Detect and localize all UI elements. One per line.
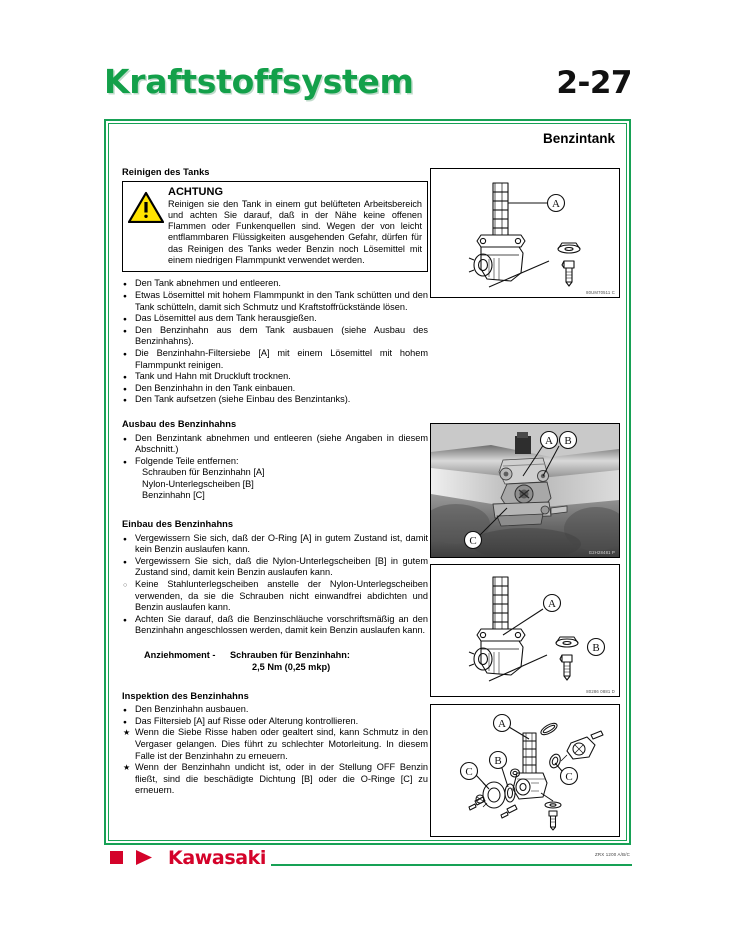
list-item — [122, 394, 428, 406]
list-item — [122, 614, 428, 637]
svg-text:A: A — [548, 598, 556, 610]
figure-fuel-tap-oring — [430, 564, 620, 697]
list-item-text: Das Filtersieb [A] auf Risse oder Alterung kontrollieren. — [135, 715, 359, 726]
page-footer — [104, 845, 632, 875]
removal-steps-list — [122, 433, 428, 468]
list-item — [122, 325, 428, 348]
list-item-text: Das Lösemittel aus dem Tank herausgießen. — [135, 313, 317, 324]
list-item — [122, 278, 428, 290]
spacer — [122, 406, 428, 419]
callout-b — [490, 752, 507, 769]
list-item — [122, 762, 428, 797]
torque-spec — [122, 650, 428, 674]
list-item-text: Wenn der Benzinhahn undicht ist, oder in der Stellung OFF Benzin fließt, sind die beschädigte Dichtung [B] oder die O-Ringe [C] zu erneuern. — [135, 762, 428, 796]
svg-text:A: A — [545, 435, 553, 447]
removal-part: Schrauben für Benzinhahn [A] — [142, 467, 265, 478]
list-item — [122, 313, 428, 325]
list-item — [122, 556, 428, 579]
list-item-text: Etwas Lösemittel mit hohem Flammpunkt in den Tank schütten und den Tank schütteln, damit sich Schmutz und Kraftstoffrückstände lösen. — [135, 289, 428, 312]
list-item-text: Den Benzinhahn aus dem Tank ausbauen (siehe Ausbau des Benzinhahns). — [135, 324, 428, 347]
model-code: ZRX 1200 A/B/C — [594, 852, 630, 857]
kawasaki-logo — [110, 847, 266, 869]
callout-a — [494, 715, 511, 732]
removal-part: Benzinhahn [C] — [142, 490, 205, 501]
removal-part: Nylon-Unterlegscheiben [B] — [142, 478, 254, 489]
list-item — [122, 579, 428, 614]
bullet-dot-icon — [123, 348, 134, 361]
list-item-text: Folgende Teile entfernen: — [135, 455, 239, 466]
callout-c2 — [561, 768, 578, 785]
spacer — [122, 674, 428, 691]
warning-title: ACHTUNG — [168, 185, 223, 198]
text-column — [122, 167, 428, 797]
bullet-dot-icon — [123, 433, 134, 446]
list-item — [122, 383, 428, 395]
figure-fuel-tap-photo — [430, 423, 620, 558]
list-item-text: Tank und Hahn mit Druckluft trocknen. — [135, 371, 291, 382]
list-item — [122, 348, 428, 371]
spacer — [122, 637, 428, 650]
list-item-text: Vergewissern Sie sich, daß die Nylon-Unterlegscheiben [B] in gutem Zustand sind, damit kein Benzin auslaufen kann. — [135, 555, 428, 578]
callout-a — [541, 432, 558, 449]
footer-divider — [271, 864, 632, 866]
heading-ausbau-des-benzinhahns: Ausbau des Benzinhahns — [122, 418, 237, 429]
list-item-text: Den Benzinhahn ausbauen. — [135, 704, 249, 715]
svg-text:A: A — [552, 198, 560, 210]
brand-name: Kawasaki — [168, 846, 266, 869]
svg-text:A: A — [498, 718, 506, 730]
svg-text:C: C — [469, 535, 477, 547]
svg-text:C: C — [465, 766, 473, 778]
heading-einbau-des-benzinhahns: Einbau des Benzinhahns — [122, 519, 234, 530]
bullet-dot-icon — [123, 533, 134, 546]
content-frame — [104, 119, 631, 845]
torque-value: 2,5 Nm (0,25 mkp) — [252, 661, 331, 672]
heading-reinigen-des-tanks: Reinigen des Tanks — [122, 167, 210, 177]
warning-triangle-icon — [128, 186, 168, 267]
section-heading: Benzintank — [542, 131, 615, 146]
bullet-circle-icon — [123, 579, 134, 592]
install-steps-list — [122, 533, 428, 637]
torque-label: Anziehmoment - — [144, 650, 216, 660]
figure-code: 80286 0881 D — [586, 689, 615, 694]
chapter-title: Kraftstoffsystem — [104, 62, 414, 101]
callout-a — [548, 195, 565, 212]
list-item-text: Wenn die Siebe Risse haben oder gealtert sind, kann Schmutz in den Vergaser gelangen. Dies führt zu schlechter Motorleitung. In diesem Falle ist der Benzinhahn zu erneuern. — [135, 727, 428, 761]
callout-b — [560, 432, 577, 449]
heading-inspektion-des-benzinhahns: Inspektion des Benzinhahns — [122, 690, 249, 701]
cleaning-steps-list — [122, 278, 428, 406]
list-item — [122, 290, 428, 313]
callout-b — [588, 639, 605, 656]
bullet-dot-icon — [123, 614, 134, 627]
list-item — [122, 433, 428, 456]
list-item — [122, 456, 428, 468]
bullet-dot-icon — [123, 290, 134, 303]
kawasaki-mark-icon — [110, 848, 166, 868]
list-item — [122, 716, 428, 728]
bullet-star-icon — [123, 727, 134, 739]
list-item-text: Den Benzinhahn in den Tank einbauen. — [135, 382, 296, 393]
callout-c — [461, 763, 478, 780]
page-header — [104, 62, 632, 112]
callout-a — [544, 595, 561, 612]
svg-text:B: B — [592, 642, 600, 654]
bullet-star-icon — [123, 762, 134, 774]
svg-text:C: C — [565, 771, 573, 783]
list-item — [122, 727, 428, 762]
callout-c — [465, 532, 482, 549]
svg-text:B: B — [494, 755, 502, 767]
list-item-text: Vergewissern Sie sich, daß der O-Ring [A] in gutem Zustand ist, damit kein Benzin auslaufen kann. — [135, 532, 428, 555]
figure-fuel-tap-filter — [430, 168, 620, 298]
bullet-dot-icon — [123, 456, 134, 469]
list-item — [122, 371, 428, 383]
torque-item: Schrauben für Benzinhahn: — [230, 650, 350, 660]
bullet-dot-icon — [123, 394, 134, 407]
list-item-text: Die Benzinhahn-Filtersiebe [A] mit einem Lösemittel mit hohem Flammpunkt reinigen. — [135, 347, 428, 370]
inspection-steps-list — [122, 704, 428, 797]
figure-code: G2H28481 P — [588, 550, 615, 555]
figure-code: 80UM70511 C — [586, 290, 615, 295]
warning-box — [122, 181, 428, 273]
bullet-dot-icon — [123, 556, 134, 569]
warning-body — [168, 186, 422, 267]
list-item-text: Achten Sie darauf, daß die Benzinschläuche vorschriftsmäßig an den Benzinhahn angeschlossen werden, damit kein Benzin auslaufen kann. — [135, 613, 428, 636]
warning-text: Reinigen sie den Tank in einem gut belüfteten Arbeitsbereich und achten Sie darauf, daß in der Nähe keine offenen Flammen oder Funkenquellen sind. Wegen der von leicht entflammbaren Flüssigkeiten ausgehenden Gefahr, dürfen für das Reinigen des Tanks weder Benzin noch Lösemittel mit einem niedrigen Flammpunkt verwendet werden. — [168, 198, 422, 266]
bullet-dot-icon — [123, 325, 134, 338]
figure-fuel-tap-exploded — [430, 704, 620, 837]
list-item-text: Den Benzintank abnehmen und entleeren (siehe Angaben in diesem Abschnitt.) — [135, 432, 428, 455]
svg-text:B: B — [564, 435, 572, 447]
list-item — [122, 533, 428, 556]
spacer — [122, 502, 428, 519]
list-item-text: Den Tank aufsetzen (siehe Einbau des Benzintanks). — [135, 394, 351, 405]
removal-parts-list — [122, 467, 428, 502]
list-item-text: Keine Stahlunterlegscheiben anstelle der Nylon-Unterlegscheiben verwenden, da sie die Schrauben nicht einwandfrei abdichten und Benzin auslaufen kann. — [135, 579, 428, 613]
list-item — [122, 704, 428, 716]
page-number: 2-27 — [556, 65, 632, 101]
list-item-text: Den Tank abnehmen und entleeren. — [135, 278, 281, 289]
